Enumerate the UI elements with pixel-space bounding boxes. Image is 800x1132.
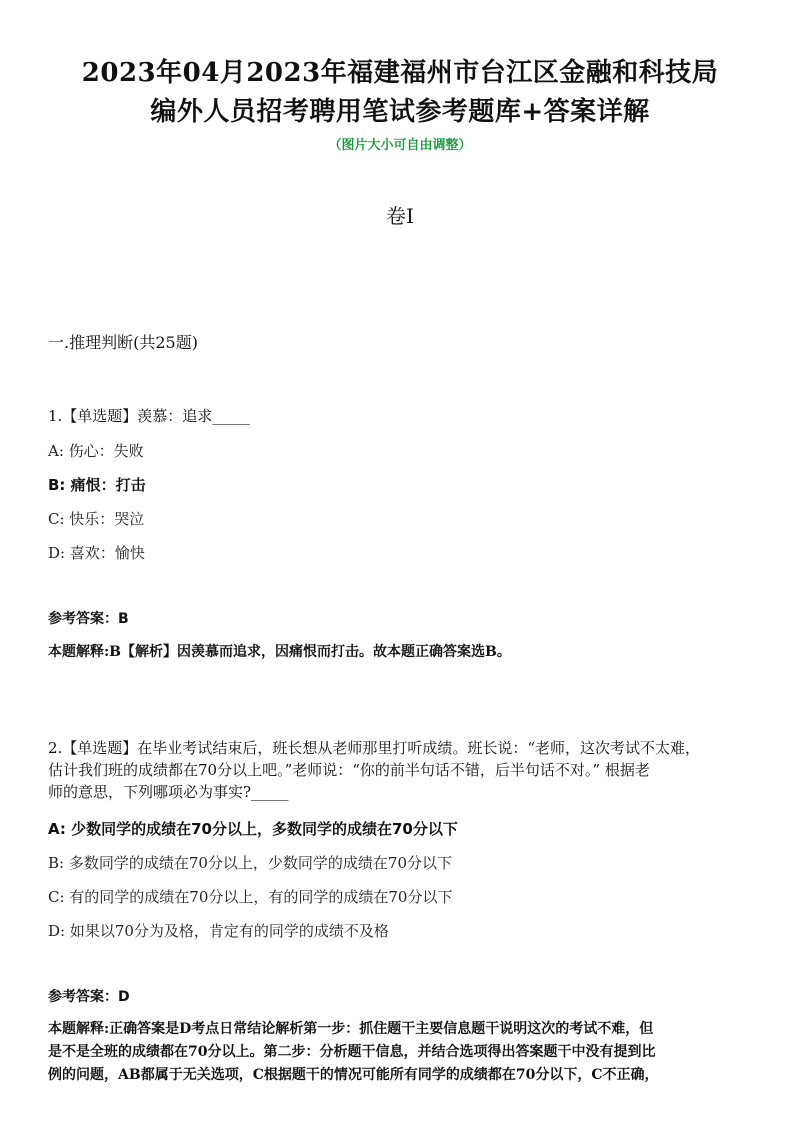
section-title: 一.推理判断(共25题) bbox=[48, 333, 198, 352]
document-subtitle: （图片大小可自由调整） bbox=[328, 138, 472, 153]
question-1-option-c: C: 快乐：哭泣 bbox=[48, 510, 145, 528]
question-2-explanation-line-2: 是不是全班的成绩都在70分以上。第二步：分析题干信息，并结合选项得出答案题干中没有提到比 bbox=[48, 1044, 656, 1060]
question-2-option-b: B: 多数同学的成绩在70分以上，少数同学的成绩在70分以下 bbox=[48, 854, 453, 872]
question-2-explanation-line-3: 例的问题，AB都属于无关选项，C根据题干的情况可能所有同学的成绩都在70分以下，C不正确， bbox=[48, 1067, 659, 1083]
question-2-stem-line-3: 师的意思，下列哪项必为事实?_____ bbox=[48, 783, 289, 801]
question-1-option-d: D: 喜欢：愉快 bbox=[48, 544, 145, 562]
question-2-stem-line-2: 估计我们班的成绩都在70分以上吧。”老师说：“你的前半句话不错，后半句话不对。” 根据老 bbox=[48, 761, 650, 779]
question-2-answer: 参考答案：D bbox=[48, 989, 130, 1005]
question-2-option-d: D: 如果以70分为及格，肯定有的同学的成绩不及格 bbox=[48, 922, 389, 940]
document-title-line-1: 2023年04月2023年福建福州市台江区金融和科技局 bbox=[81, 58, 719, 88]
question-1-stem: 1.【单选题】羡慕：追求_____ bbox=[48, 407, 250, 425]
question-1-option-b: B: 痛恨：打击 bbox=[48, 476, 146, 494]
question-2-stem-line-1: 2.【单选题】在毕业考试结束后，班长想从老师那里打听成绩。班长说：“老师，这次考试不太难， bbox=[48, 739, 700, 757]
question-1-answer: 参考答案：B bbox=[48, 611, 129, 627]
question-2-option-a: A: 少数同学的成绩在70分以上，多数同学的成绩在70分以下 bbox=[48, 820, 458, 838]
question-1-explanation: 本题解释:B【解析】因羡慕而追求，因痛恨而打击。故本题正确答案选B。 bbox=[48, 644, 511, 660]
question-2-explanation bbox=[48, 1018, 760, 1087]
question-2-explanation-line-1: 本题解释:正确答案是D考点日常结论解析第一步：抓住题干主要信息题干说明这次的考试不难，但 bbox=[48, 1021, 654, 1037]
question-1-option-a: A: 伤心：失败 bbox=[48, 442, 144, 460]
question-2-stem bbox=[48, 737, 760, 803]
question-2-option-c: C: 有的同学的成绩在70分以上，有的同学的成绩在70分以下 bbox=[48, 888, 453, 906]
document-title-line-2: 编外人员招考聘用笔试参考题库+答案详解 bbox=[150, 97, 650, 127]
volume-heading: 卷I bbox=[386, 204, 414, 228]
